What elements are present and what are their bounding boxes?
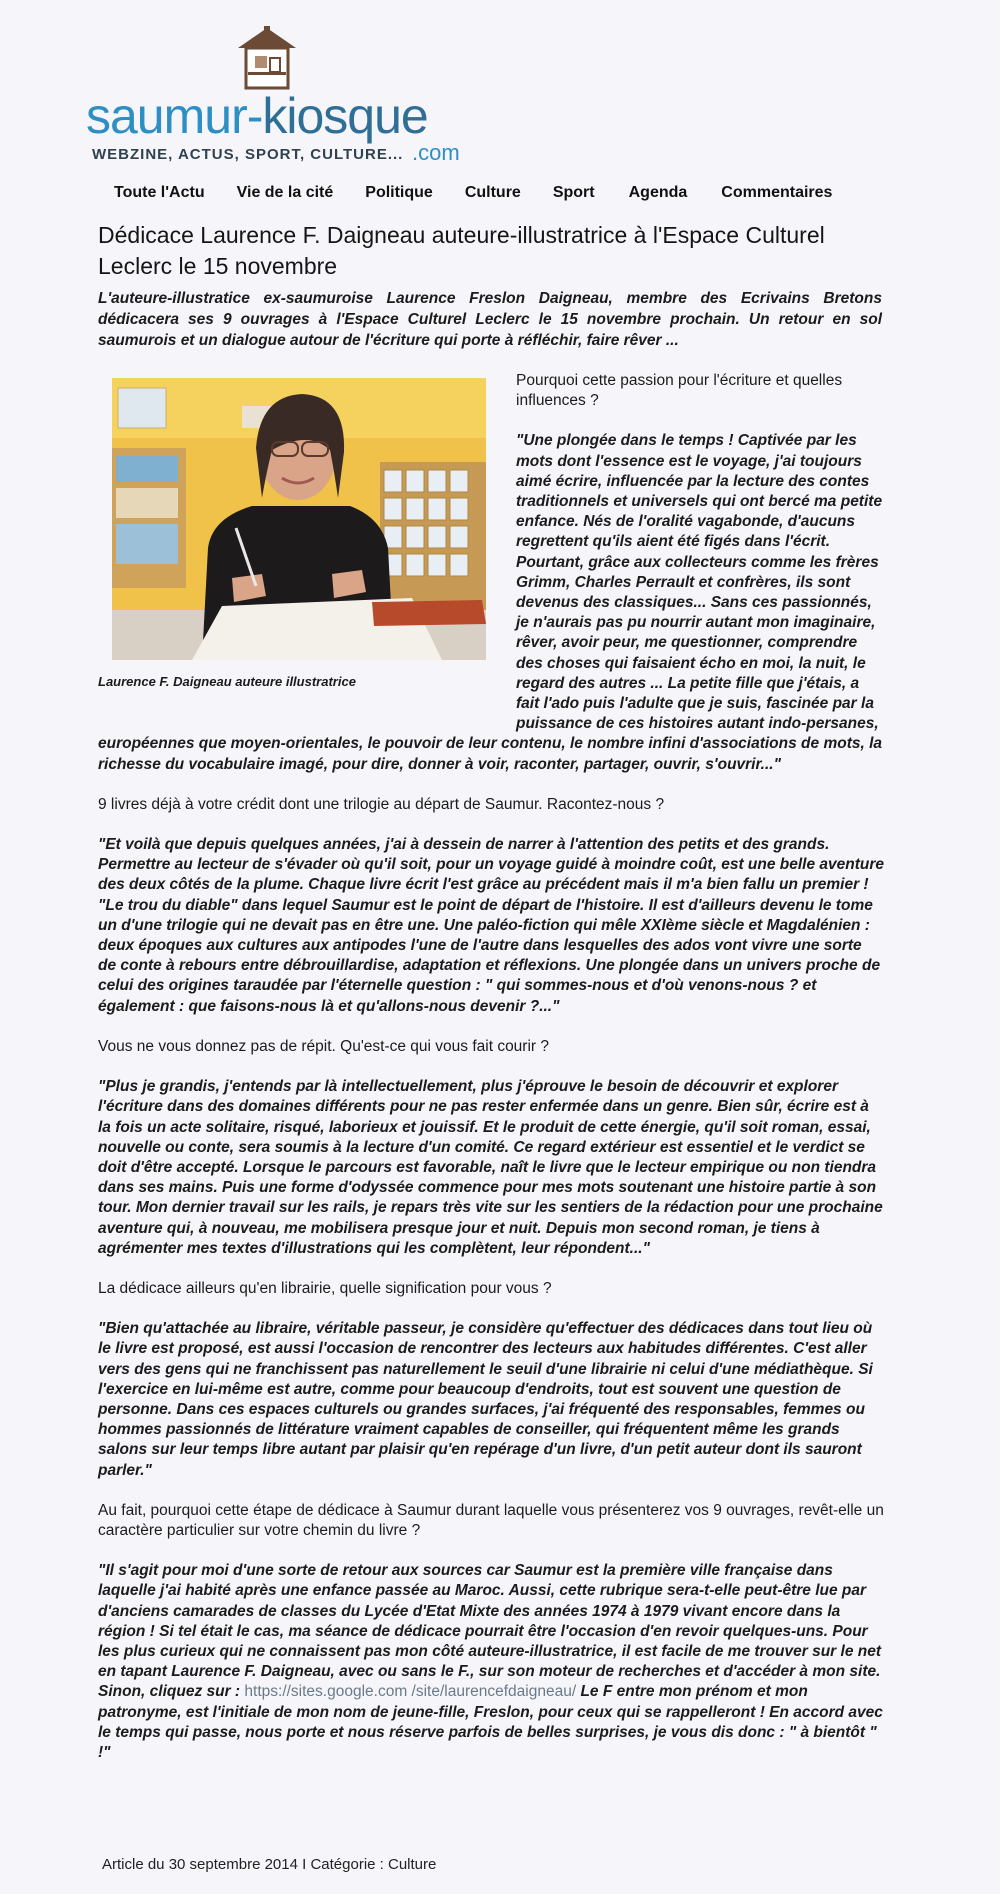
answer-5-part2: Le F entre mon prénom et mon patronyme, est l'initiale de mon nom de jeune-fille, Freslon, pour ceux qui se rappelleront ! En accord avec le temps qui passe, nous porte et nous réserve parfois de belles surprises, je vous dis donc : " à bientôt " !" bbox=[98, 1683, 883, 1761]
answer-3: "Plus je grandis, j'entends par là intellectuellement, plus j'éprouve le besoin de découvrir et explorer l'écriture dans des domaines différents pour ne pas rester enfermée dans un genre. Bien sûr, écrire est à la fois un acte solitaire, risqué, laborieux et jouissif. Et le produit de cette énergie, qu'il soit roman, essai, nouvelle ou conte, sera soumis à la lecture d'un comité. Ce regard extérieur est essentiel et le verdict se doit d'être accepté. Lorsque le parcours est favorable, naît le livre que le lecteur empirique ou non tiendra dans ses mains. Puis une forme d'odyssée commence pour mes mots soutenant une histoire partie à son tour. Mon dernier travail sur les rails, je repars très vite sur les sentiers de la rédaction pour une prochaine aventure qui, à nouveau, me mobilisera presque jour et nuit. Depuis mon second roman, je tiens à agrémenter mes textes d'illustrations qui les complètent, leur répondent..." bbox=[98, 1078, 883, 1257]
main-nav bbox=[114, 184, 832, 202]
photo-caption: Laurence F. Daigneau auteure illustratrice bbox=[98, 674, 356, 689]
answer-5-part1: "Il s'agit pour moi d'une sorte de retour aux sources car Saumur est la première ville française dans laquelle j'ai habité après une enfance passée au Maroc. Aussi, cette rubrique sera-t-elle peut-être lue par d'anciens camarades de classes du Lycée d'Etat Mixte des années 1974 à 1979 vivant encore dans la région ! Si tel était le cas, ma séance de dédicace pourrait être l'occasion d'en revoir quelques-uns. Pour les plus curieux qui ne connaissent pas mon côté auteure-illustratrice, il est facile de me trouver sur le net en tapant Laurence F. Daigneau, avec ou sans le F., sur son moteur de recherches et d'accéder à mon site. Sinon, cliquez sur : bbox=[98, 1562, 881, 1701]
nav-vie-cite[interactable]: Vie de la cité bbox=[236, 184, 334, 201]
answer-1: "Une plongée dans le temps ! Captivée par les mots dont l'essence est le voyage, j'ai toujours aimé écrire, influencée par la lecture des contes traditionnels et universels qui ont bercé ma petite enfance. Nés de l'oralité vagabonde, d'aucuns regrettent qu'ils aient été figés dans l'écrit. Pourtant, grâce aux collecteurs comme les frères Grimm, Charles Perrault et confrères, ils sont devenus des classiques... Sans ces passionnés, je n'aurais pas pu nourrir autant mon imaginaire, rêver, avoir peur, me questionner, comprendre des choses qui faisaient écho en moi, la nuit, le regard des autres ... La petite fille que j'étais, a fait l'ado puis l'adulte que je suis, fascinée par la puissance de ces histoires autant indo-persanes, européennes que moyen-orientales, le pouvoir de leur contenu, le nombre infini d'associations de mots, la richesse du vocabulaire imagé, pour dire, donner à voir, raconter, partager, ouvrir, s'ouvrir..." bbox=[98, 432, 883, 773]
nav-agenda[interactable]: Agenda bbox=[628, 184, 688, 201]
article-lead: L'auteure-illustratice ex-saumuroise Laurence Freslon Daigneau, membre des Ecrivains Bretons dédicacera ses 9 ouvrages à l'Espace Culturel Leclerc le 15 novembre prochain. Un retour en sol saumurois et un dialogue autour de l'écriture qui porte à réfléchir, faire rêver ... bbox=[98, 290, 882, 349]
author-site-link[interactable]: https://sites.google.com /site/laurencefdaigneau/ bbox=[244, 1683, 577, 1701]
logo-wordmark bbox=[86, 86, 428, 146]
question-5: Au fait, pourquoi cette étape de dédicace à Saumur durant laquelle vous présenterez vos 9 ouvrages, revêt-elle un caractère particulier sur votre chemin du livre ? bbox=[98, 1501, 884, 1539]
nav-politique[interactable]: Politique bbox=[365, 184, 433, 201]
nav-sport[interactable]: Sport bbox=[552, 184, 595, 201]
logo-word-part1: saumur- bbox=[86, 88, 263, 144]
answer-2: "Et voilà que depuis quelques années, j'ai à dessein de narrer à l'attention des petits et des grands. Permettre au lecteur de s'évader où qu'il soit, pour un voyage guidé à moindre coût, est une belle aventure des deux côtés de la plume. Chaque livre écrit l'est grâce au précédent mais il m'a bien fallu un premier ! "Le trou du diable" dans lequel Saumur est le point de départ de l'histoire. Il est d'ailleurs devenu le tome un d'une trilogie qui ne devait pas en être une. Une paléo-fiction qui mêle XXIème siècle et Magdalénien : deux époques aux cultures aux antipodes l'une de l'autre dans lesquelles des ados vont vivre une sorte de conte à rebours entre débrouillardise, adaptation et réflexions. Une plongée dans un univers proche de celui des origines taraudée par l'éternelle question : " qui sommes-nous et d'où venons-nous ? et également : que faisons-nous là et qu'allons-nous devenir ?..." bbox=[98, 836, 885, 1015]
question-2: 9 livres déjà à votre crédit dont une trilogie au départ de Saumur. Racontez-nous ? bbox=[98, 795, 665, 813]
nav-commentaires[interactable]: Commentaires bbox=[721, 184, 833, 201]
logo-word-part2: kiosque bbox=[262, 88, 428, 144]
article-footer: Article du 30 septembre 2014 I Catégorie : Culture bbox=[102, 1856, 437, 1873]
answer-4: "Bien qu'attachée au libraire, véritable passeur, je considère qu'effectuer des dédicaces dans tout lieu où le livre est proposé, est aussi l'occasion de rencontrer des lecteurs aux habitudes différentes. C'est aller vers des gens qui ne franchissent pas naturellement le seuil d'une librairie ni celui d'une médiathèque. Si l'exercice en lui-même est autre, comme pour beaucoup d'endroits, tout est souvent une question de personne. Dans ces espaces culturels ou grandes surfaces, j'ai fréquenté des responsables, femmes ou hommes passionnés de littérature vraiment capables de conseiller, qui fréquentent même les grands salons sur leur temps libre autant par plaisir qu'en repérage d'un livre, d'un petit auteur dont ils sauront parler." bbox=[98, 1320, 873, 1479]
question-3: Vous ne vous donnez pas de répit. Qu'est-ce qui vous fait courir ? bbox=[98, 1037, 549, 1055]
article-body bbox=[98, 371, 884, 1783]
nav-culture[interactable]: Culture bbox=[464, 184, 521, 201]
logo-com: .com bbox=[412, 140, 460, 165]
question-1: Pourquoi cette passion pour l'écriture et quelles influences ? bbox=[516, 372, 843, 410]
logo-tagline: WEBZINE, ACTUS, SPORT, CULTURE... bbox=[92, 146, 404, 163]
photo-float-spacer bbox=[98, 371, 516, 731]
article-title: Dédicace Laurence F. Daigneau auteure-illustratrice à l'Espace Culturel Leclerc le 15 novembre bbox=[98, 222, 825, 279]
site-logo[interactable] bbox=[86, 26, 506, 166]
answer-5 bbox=[98, 1561, 884, 1763]
nav-toute-actu[interactable]: Toute l'Actu bbox=[114, 184, 205, 201]
question-4: La dédicace ailleurs qu'en librairie, quelle signification pour vous ? bbox=[98, 1279, 552, 1297]
